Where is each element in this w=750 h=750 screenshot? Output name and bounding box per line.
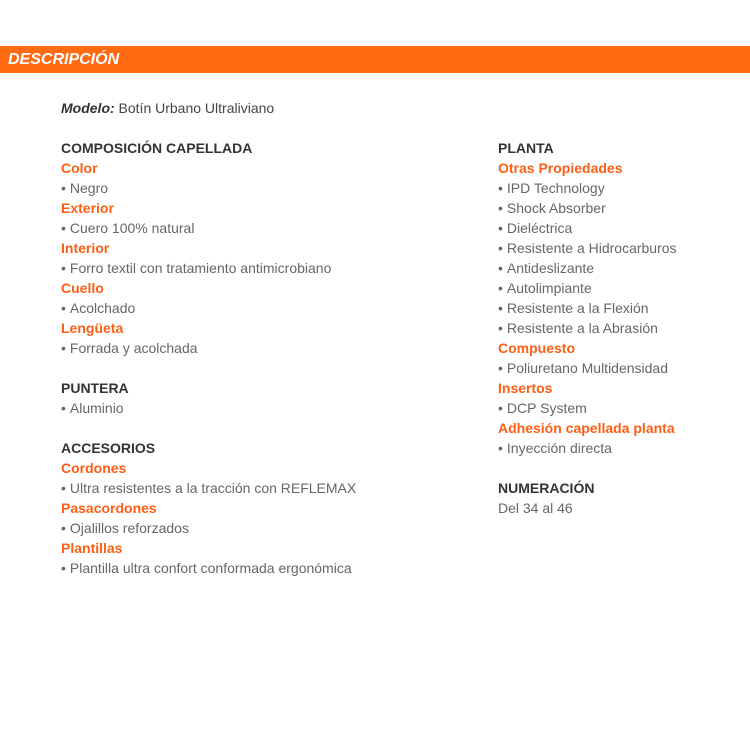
- section-puntera: [61, 378, 481, 418]
- item-text: Forrada y acolchada: [69, 340, 198, 356]
- item-text: Resistente a la Flexión: [506, 300, 649, 316]
- list-item: [61, 218, 481, 238]
- bullet: •: [498, 300, 503, 316]
- list-item: [61, 298, 481, 318]
- banner-title: DESCRIPCIÓN: [8, 51, 120, 68]
- list-item: [498, 298, 748, 318]
- bullet: •: [498, 440, 503, 456]
- bullet: •: [498, 240, 503, 256]
- bullet: •: [61, 400, 66, 416]
- bullet: •: [61, 560, 66, 576]
- bullet: •: [498, 180, 503, 196]
- group-label: Compuesto: [498, 340, 575, 356]
- item-text: Acolchado: [69, 300, 136, 316]
- section-planta: [498, 138, 748, 458]
- bullet: •: [498, 400, 503, 416]
- item-text: Resistente a la Abrasión: [506, 320, 658, 336]
- bullet: •: [498, 200, 503, 216]
- section-title: NUMERACIÓN: [498, 480, 595, 496]
- bullet: •: [61, 260, 66, 276]
- item-text: Inyección directa: [506, 440, 612, 456]
- bullet: •: [61, 480, 66, 496]
- item-text: Autolimpiante: [506, 280, 592, 296]
- list-item: [498, 178, 748, 198]
- group-label: Cuello: [61, 280, 104, 296]
- item-text: Poliuretano Multidensidad: [506, 360, 669, 376]
- item-text: Negro: [69, 180, 109, 196]
- group-label: Pasacordones: [61, 500, 157, 516]
- right-column: [498, 138, 748, 538]
- group-label: Color: [61, 160, 98, 176]
- section-title: PLANTA: [498, 140, 554, 156]
- bullet: •: [61, 300, 66, 316]
- group-label: Exterior: [61, 200, 114, 216]
- section-accesorios: [61, 438, 481, 578]
- description-banner: [0, 46, 750, 73]
- item-text: Forro textil con tratamiento antimicrobiano: [69, 260, 332, 276]
- left-column: [61, 138, 481, 598]
- item-text: IPD Technology: [506, 180, 605, 196]
- model-value: Botín Urbano Ultraliviano: [118, 100, 275, 116]
- list-item: [61, 398, 481, 418]
- size-range: Del 34 al 46: [498, 500, 573, 516]
- group-label: Otras Propiedades: [498, 160, 623, 176]
- section-title: PUNTERA: [61, 380, 129, 396]
- list-item: [61, 558, 481, 578]
- group-label: Insertos: [498, 380, 553, 396]
- bullet: •: [498, 220, 503, 236]
- list-item: [498, 238, 748, 258]
- bullet: •: [498, 260, 503, 276]
- item-text: Plantilla ultra confort conformada ergonómica: [69, 560, 352, 576]
- item-text: Ojalillos reforzados: [69, 520, 189, 536]
- item-text: Ultra resistentes a la tracción con REFLEMAX: [69, 480, 357, 496]
- list-item: [61, 178, 481, 198]
- section-numeracion: [498, 478, 748, 518]
- bullet: •: [61, 340, 66, 356]
- group-label: Lengüeta: [61, 320, 124, 336]
- group-label: Plantillas: [61, 540, 123, 556]
- item-text: Shock Absorber: [506, 200, 606, 216]
- bullet: •: [61, 180, 66, 196]
- item-text: Cuero 100% natural: [69, 220, 195, 236]
- list-item: [498, 218, 748, 238]
- group-label: Adhesión capellada planta: [498, 420, 675, 436]
- list-item: [498, 398, 748, 418]
- bullet: •: [498, 320, 503, 336]
- model-label: Modelo:: [61, 100, 115, 116]
- item-text: Dieléctrica: [506, 220, 573, 236]
- bullet: •: [498, 360, 503, 376]
- group-label: Interior: [61, 240, 110, 256]
- list-item: [61, 518, 481, 538]
- list-item: [498, 278, 748, 298]
- item-text: Antideslizante: [506, 260, 595, 276]
- section-title: ACCESORIOS: [61, 440, 156, 456]
- bullet: •: [61, 520, 66, 536]
- list-item: [498, 198, 748, 218]
- list-item: [498, 258, 748, 278]
- list-item: [498, 318, 748, 338]
- list-item: [61, 258, 481, 278]
- list-item: [61, 338, 481, 358]
- item-text: Aluminio: [69, 400, 124, 416]
- item-text: Resistente a Hidrocarburos: [506, 240, 677, 256]
- section-title: COMPOSICIÓN CAPELLADA: [61, 140, 253, 156]
- model-line: [61, 98, 274, 118]
- list-item: [498, 438, 748, 458]
- bullet: •: [61, 220, 66, 236]
- list-item: [498, 358, 748, 378]
- item-text: DCP System: [506, 400, 587, 416]
- bullet: •: [498, 280, 503, 296]
- list-item: [61, 478, 481, 498]
- group-label: Cordones: [61, 460, 127, 476]
- section-composicion: [61, 138, 481, 358]
